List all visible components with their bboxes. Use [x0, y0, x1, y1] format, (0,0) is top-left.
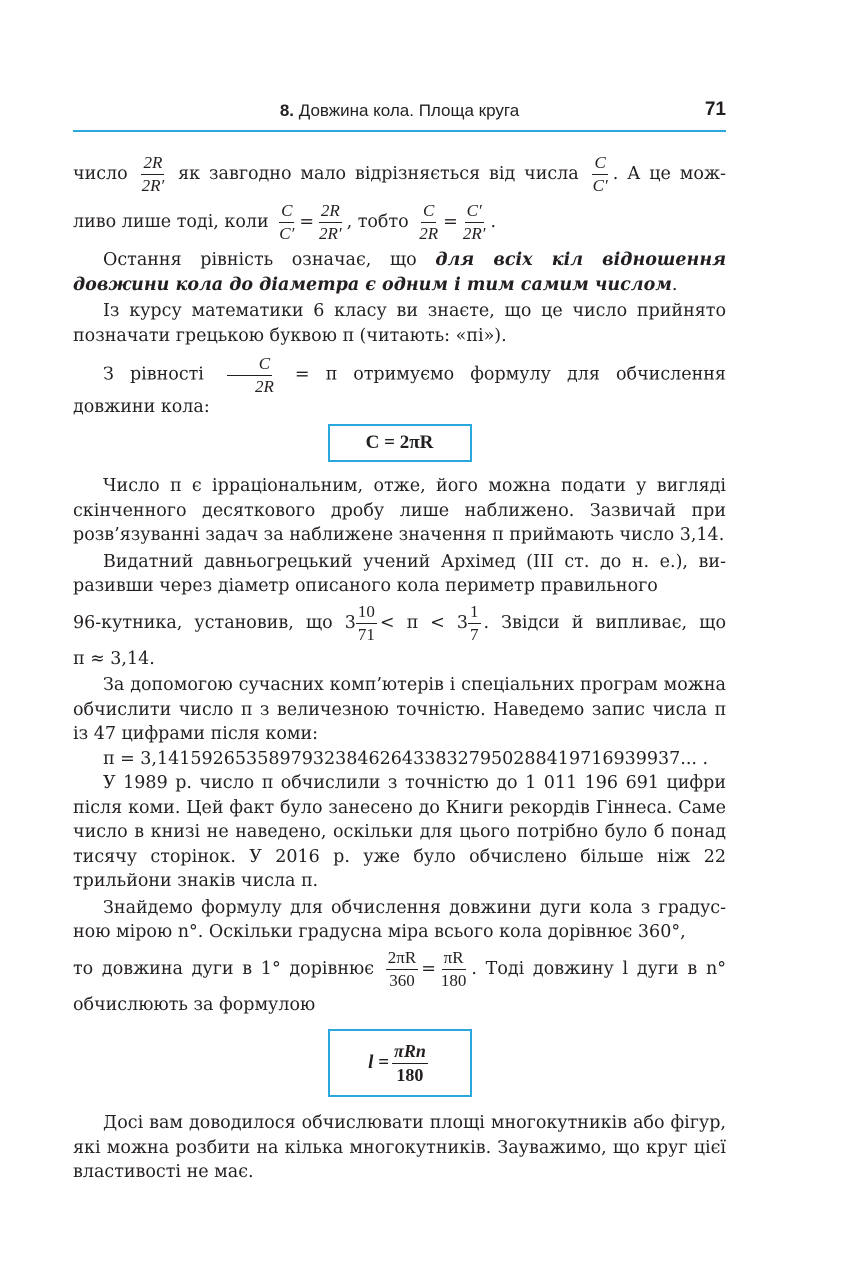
- paragraph-11: Досі вам доводилося обчислювати площі многокутників або фігур, які можна розбити на кілька многокутників. Зауважимо, що круг цієї властивості не має.: [73, 1113, 726, 1183]
- numerator: C: [592, 153, 607, 175]
- paragraph-10: [73, 896, 726, 945]
- equals-sign: =: [421, 958, 436, 979]
- denominator: 360: [389, 970, 415, 990]
- text: .: [671, 274, 678, 295]
- paragraph-7: [73, 550, 726, 599]
- fraction: [277, 201, 296, 243]
- text: разивши через діаметр описаного кола периметр правильного: [73, 576, 658, 597]
- text: , тобто: [346, 212, 409, 232]
- paragraph-7-archimedes-bounds: [73, 599, 726, 647]
- equals-sign: =: [299, 212, 314, 232]
- chapter-heading: [73, 101, 726, 121]
- numerator: 2πR: [386, 948, 418, 970]
- numerator: πR: [442, 948, 466, 970]
- equals-sign: =: [443, 212, 458, 232]
- denominator: 180: [440, 970, 467, 990]
- numerator: C: [421, 201, 436, 223]
- paragraph-3: [73, 248, 726, 297]
- chapter-title: Довжина кола. Площа круга: [298, 101, 520, 120]
- denominator: 71: [357, 624, 375, 644]
- page-number: 71: [704, 99, 726, 120]
- inequality: < π < 3: [379, 612, 468, 633]
- formula-lhs: l =: [368, 1051, 389, 1073]
- denominator: C′: [592, 176, 608, 195]
- pi-digits: π = 3,14159265358979323846264338327950288419716939937... .: [103, 748, 709, 769]
- text: .: [490, 212, 497, 232]
- denominator: 2R′: [462, 224, 486, 243]
- denominator: 2R′: [141, 176, 165, 195]
- text: число: [73, 164, 128, 184]
- paragraph-6: Число π є ірраціональним, отже, його можна подати у вигляді скінченного десяткового дробу лише наближено. Зазвичай при розв’язуванні задач за наближене значення π приймають число 3,14.: [73, 476, 726, 546]
- text: Остання рівність означає, що: [103, 250, 436, 270]
- paragraph-8: За допомогою сучасних комп’ютерів і спеціальних програм можна обчислити число π з величезною точністю. Наведемо запис числа π із 47 цифрами після коми:: [73, 675, 726, 745]
- denominator: 7: [470, 624, 479, 644]
- text: = π отримуємо формулу для обчислення довжини кола:: [73, 364, 726, 418]
- fraction-c-2r: [223, 354, 276, 396]
- text: Знайдемо формулу для обчислення довжини дуги кола з градус-: [103, 897, 726, 918]
- fraction-1-7: [468, 602, 481, 644]
- formula-circumference: C = 2πR: [328, 424, 472, 462]
- numerator: 2R: [141, 153, 164, 175]
- fraction-pirn-180: [392, 1041, 428, 1085]
- text: . Звідси й випливає, що: [483, 612, 726, 633]
- paragraph-7-result: π ≈ 3,14.: [73, 648, 155, 669]
- text: Видатний давньогрецький учений Архімед (ІІІ ст. до н. е.), ви-: [103, 551, 726, 572]
- text: . Тоді довжину l дуги в n°: [471, 958, 726, 979]
- denominator: 180: [396, 1064, 424, 1085]
- fraction: [317, 201, 344, 243]
- fraction-pir-180: [439, 948, 469, 990]
- numerator: 2R: [319, 201, 342, 223]
- fraction-2r-2r-prime: [140, 153, 167, 195]
- formula-arc-length: [328, 1029, 472, 1097]
- denominator: 2R: [419, 224, 439, 243]
- paragraph-2: [73, 198, 726, 246]
- numerator: πRn: [392, 1041, 428, 1064]
- emphasis-statement: для всіх кіл відношення довжини кола до діаметра є одним і тим самим числом: [73, 250, 727, 295]
- paragraph-1: [73, 150, 726, 198]
- fraction: [461, 201, 488, 243]
- whole-part: 3: [344, 612, 356, 633]
- text: 96-кутника, установив, що: [73, 612, 333, 633]
- numerator: 10: [356, 602, 377, 624]
- text: ною мірою n°. Оскільки градусна міра всього кола дорівнює 360°,: [73, 922, 686, 943]
- text: ливо лише тоді, коли: [73, 212, 269, 232]
- fraction: [417, 201, 440, 243]
- denominator: 2R: [254, 376, 274, 396]
- numerator: C: [279, 201, 294, 223]
- text: як завгодно мало відрізняється від числа: [178, 164, 579, 184]
- numerator: C: [227, 354, 272, 376]
- page-body: [73, 150, 726, 1185]
- paragraph-10-arc-length: [73, 945, 726, 993]
- paragraph-10-end: обчислюють за формулою: [73, 994, 316, 1015]
- paragraph-9: У 1989 р. число π обчислили з точністю до 1 011 196 691 цифри після коми. Цей факт було занесено до Книги рекордів Гіннеса. Саме число в книзі не наведено, оскільки для цього потрібно було б понад тисячу сторінок. У 2016 р. уже було обчислено більше ніж 22 трильйони знаків числа π.: [73, 773, 726, 892]
- page-header: [73, 98, 726, 132]
- text: З рівності: [103, 364, 204, 385]
- text: . А це мож-: [612, 164, 726, 184]
- paragraph-4: Із курсу математики 6 класу ви знаєте, що це число прийнято позначати грецькою буквою π (читають: «пі»).: [73, 301, 726, 346]
- numerator: 1: [468, 602, 481, 624]
- denominator: C′: [279, 224, 295, 243]
- text: то довжина дуги в 1° дорівнює: [73, 958, 375, 979]
- denominator: 2R′: [318, 224, 342, 243]
- fraction-c-c-prime: [591, 153, 610, 195]
- chapter-number: 8.: [279, 101, 295, 120]
- numerator: C′: [465, 201, 484, 223]
- fraction-10-71: [356, 602, 377, 644]
- paragraph-5: [73, 354, 726, 418]
- fraction-2pir-360: [386, 948, 418, 990]
